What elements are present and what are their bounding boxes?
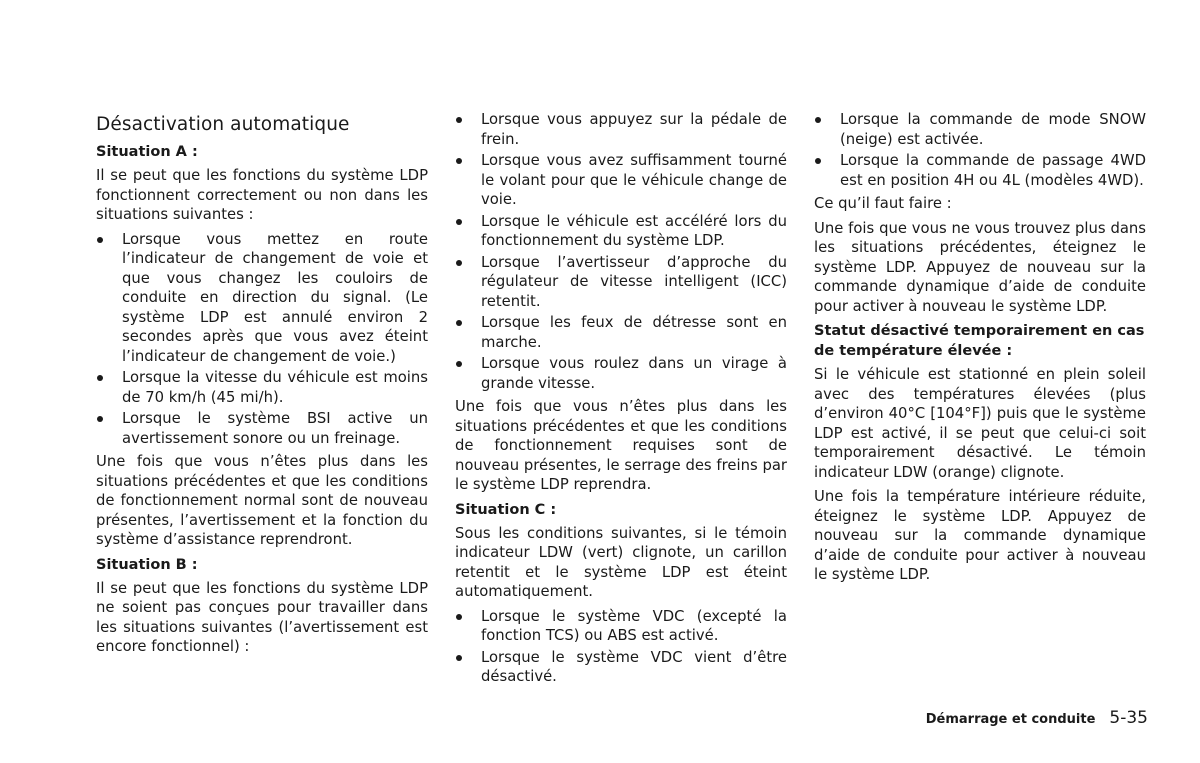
- situation-b-list: [455, 110, 787, 393]
- bullet-icon: [456, 320, 462, 326]
- todo-label: Ce qu’il faut faire :: [814, 195, 952, 212]
- todo-text: Une fois que vous ne vous trouvez plus dans les situations précédentes, éteignez le système LDP. Appuyez de nouveau sur la commande dynamique d’aide de conduite pour activer à nouveau le système LDP.: [814, 219, 1146, 315]
- list-item: Lorsque le système VDC (excepté la fonction TCS) ou ABS est activé.: [455, 607, 787, 646]
- list-item: Lorsque la commande de mode SNOW (neige) est activée.: [814, 110, 1146, 149]
- situation-a-title: Situation A :: [96, 144, 198, 160]
- column-1: [96, 113, 428, 662]
- list-item: Lorsque vous avez suffisamment tourné le volant pour que le véhicule change de voie.: [455, 151, 787, 210]
- column-3: [814, 110, 1146, 590]
- bullet-icon: [97, 237, 103, 243]
- list-item: Lorsque vous mettez en route l’indicateur de changement de voie et que vous changez les couloirs de conduite en direction du signal. (Le système LDP est annulé environ 2 secondes après que vous avez éteint l’indicateur de changement de voie.): [96, 230, 428, 367]
- bullet-icon: [815, 117, 821, 123]
- situation-c-list: [455, 607, 787, 687]
- list-item: Lorsque le système VDC vient d’être désactivé.: [455, 648, 787, 687]
- bullet-icon: [97, 375, 103, 381]
- situation-b-outro: Une fois que vous n’êtes plus dans les situations précédentes et que les conditions de fonctionnement requises sont de nouveau présentes, le serrage des freins par le système LDP reprendra.: [455, 398, 787, 493]
- bullet-icon: [456, 361, 462, 367]
- situation-a-list: [96, 230, 428, 449]
- list-item: Lorsque la vitesse du véhicule est moins de 70 km/h (45 mi/h).: [96, 368, 428, 407]
- list-item: Lorsque vous roulez dans un virage à grande vitesse.: [455, 354, 787, 393]
- high-temp-text: Si le véhicule est stationné en plein soleil avec des températures élevées (plus d’environ 40°C [104°F]) puis que le système LDP est activé, il se peut que celui-ci soit temporairement désactivé. Le témoin indicateur LDW (orange) clignote.: [814, 366, 1146, 481]
- bullet-icon: [456, 158, 462, 164]
- bullet-icon: [456, 260, 462, 266]
- bullet-icon: [456, 117, 462, 123]
- high-temp-outro: Une fois la température intérieure réduite, éteignez le système LDP. Appuyez de nouveau sur la commande dynamique d’aide de conduite pour activer à nouveau le système LDP.: [814, 488, 1146, 583]
- page-footer: [926, 708, 1148, 728]
- list-item: Lorsque les feux de détresse sont en marche.: [455, 313, 787, 352]
- list-item: Lorsque vous appuyez sur la pédale de frein.: [455, 110, 787, 149]
- situation-b-intro: Il se peut que les fonctions du système LDP ne soient pas conçues pour travailler dans les situations suivantes (l’avertissement est encore fonctionnel) :: [96, 579, 428, 655]
- list-item: Lorsque le véhicule est accéléré lors du fonctionnement du système LDP.: [455, 212, 787, 251]
- list-item: Lorsque l’avertisseur d’approche du régulateur de vitesse intelligent (ICC) retentit.: [455, 253, 787, 312]
- situation-c-intro: Sous les conditions suivantes, si le témoin indicateur LDW (vert) clignote, un carillon retentit et le système LDP est éteint automatiquement.: [455, 524, 787, 600]
- column-2: [455, 110, 787, 691]
- situation-b-title: Situation B :: [96, 556, 198, 573]
- bullet-icon: [456, 219, 462, 225]
- situation-a-outro: Une fois que vous n’êtes plus dans les situations précédentes et que les conditions de fonctionnement normal sont de nouveau présentes, l’avertissement et la fonction du système d’assistance reprendront.: [96, 453, 428, 548]
- page-number: 5-35: [1109, 708, 1148, 728]
- section-heading: Désactivation automatique: [96, 114, 350, 135]
- high-temp-title: Statut désactivé temporairement en cas de température élevée :: [814, 323, 1145, 359]
- bullet-icon: [456, 655, 462, 661]
- situation-c-list-continued: [814, 110, 1146, 190]
- situation-c-title: Situation C :: [455, 501, 557, 518]
- bullet-icon: [97, 416, 103, 422]
- situation-a-intro: Il se peut que les fonctions du système LDP fonctionnent correctement ou non dans les situations suivantes :: [96, 167, 428, 223]
- footer-section-title: Démarrage et conduite: [925, 712, 1096, 727]
- list-item: Lorsque la commande de passage 4WD est en position 4H ou 4L (modèles 4WD).: [814, 151, 1146, 190]
- list-item: Lorsque le système BSI active un avertissement sonore ou un freinage.: [96, 409, 428, 448]
- bullet-icon: [456, 614, 462, 620]
- bullet-icon: [815, 158, 821, 164]
